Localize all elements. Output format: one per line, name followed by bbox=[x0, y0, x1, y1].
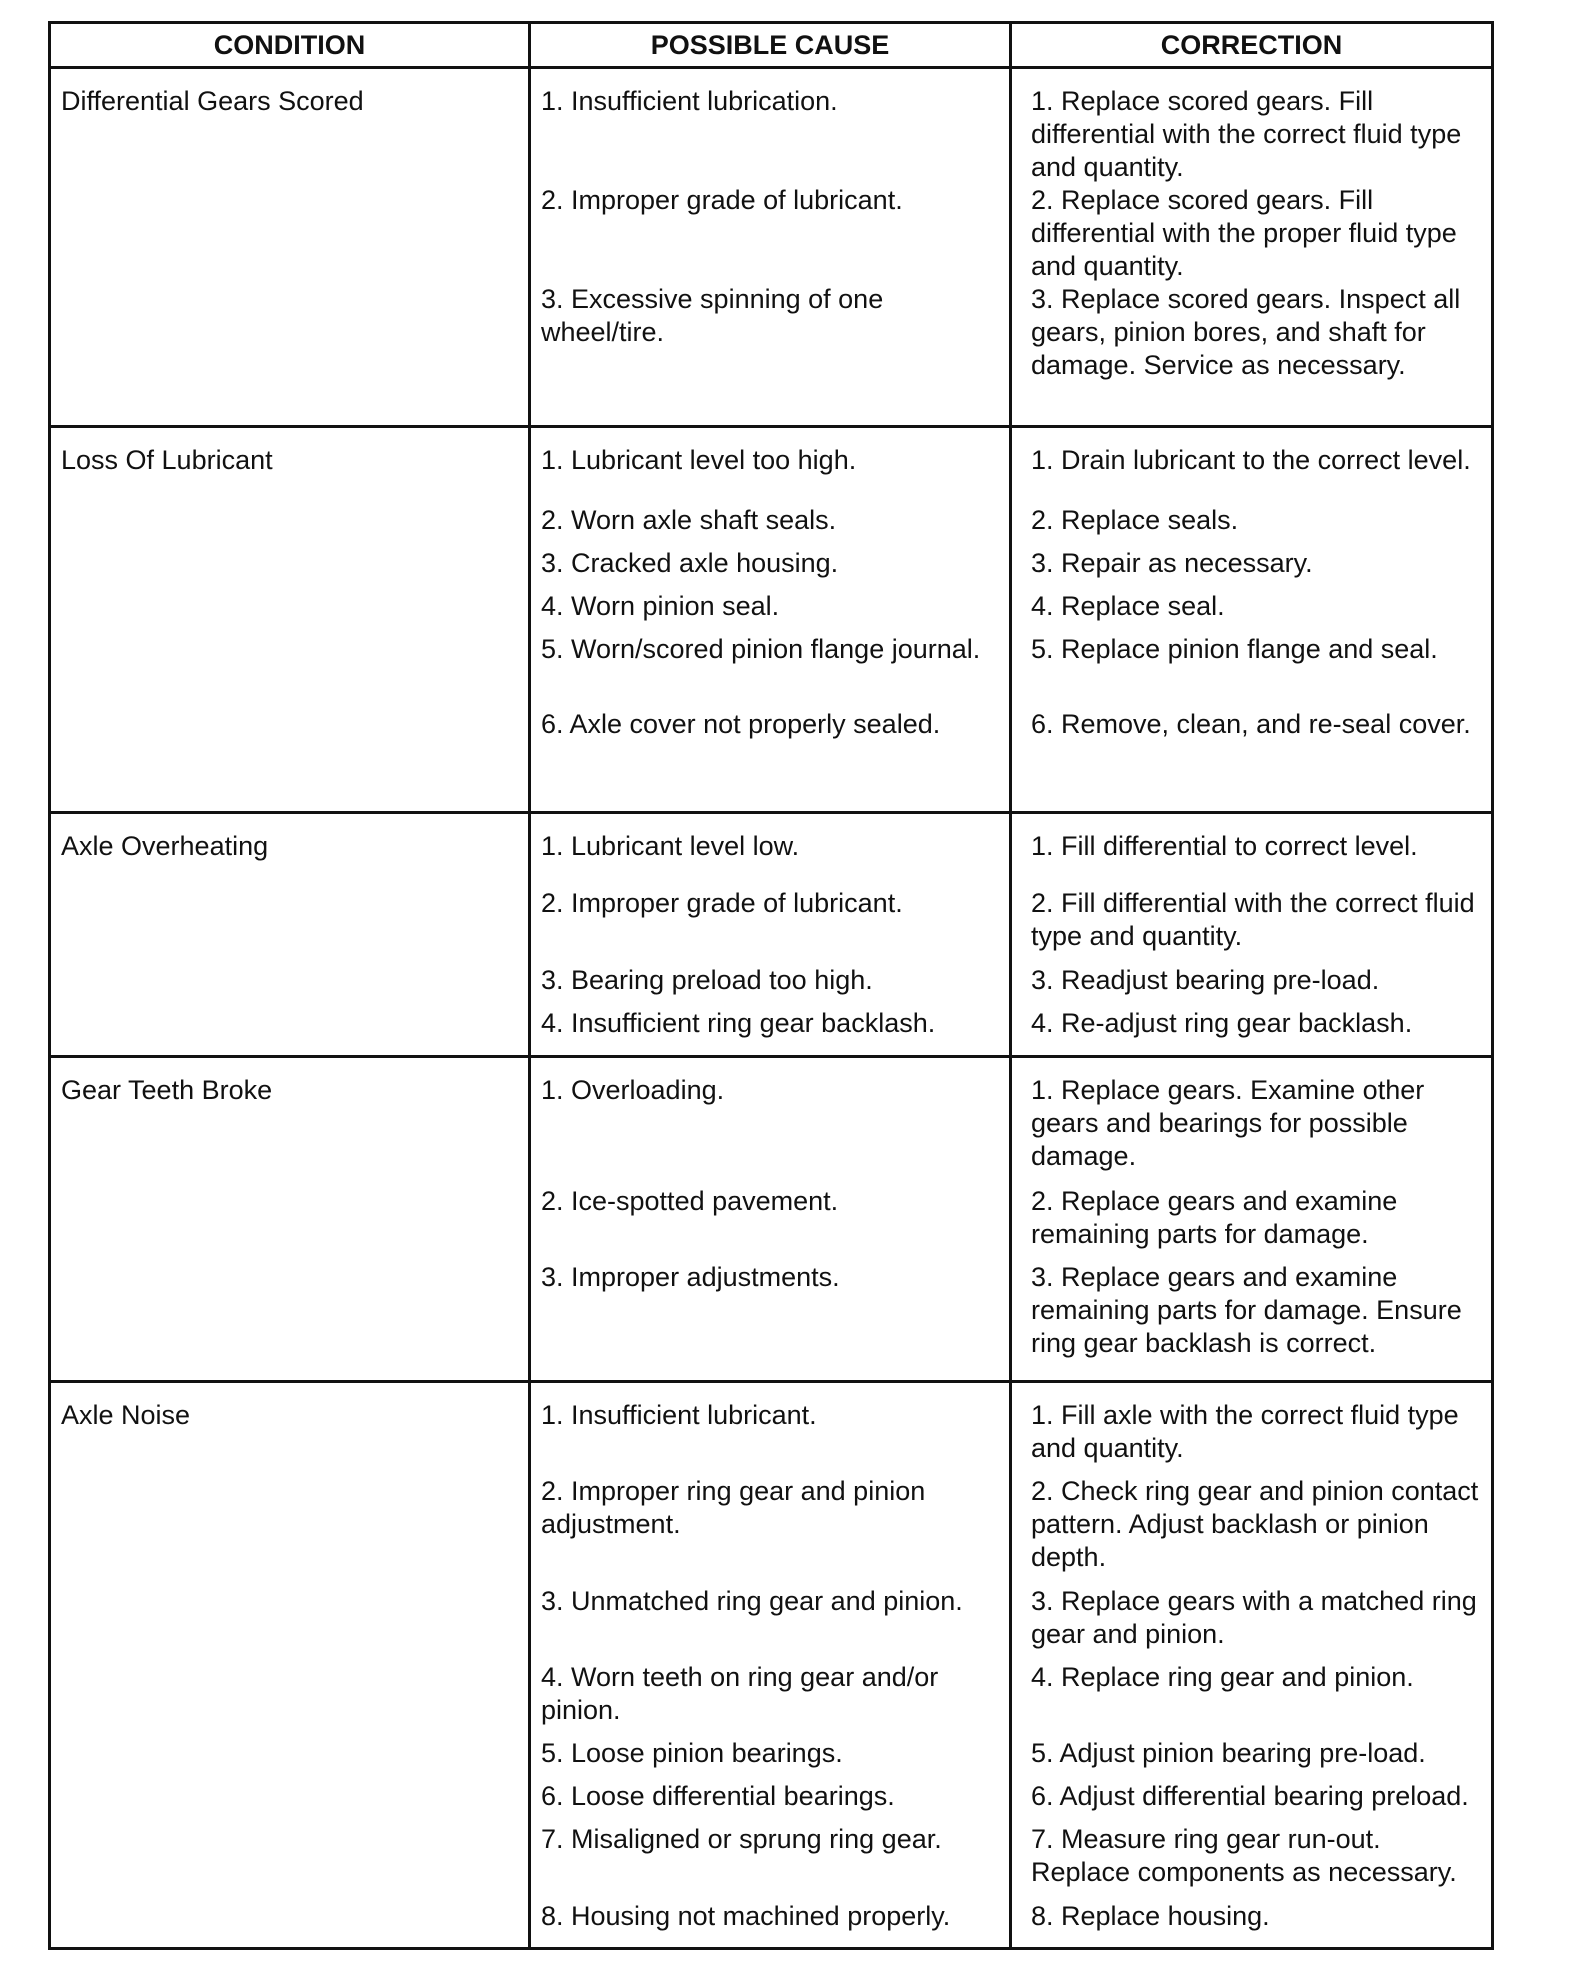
table-row bbox=[50, 1382, 1493, 1949]
diagnosis-table bbox=[48, 21, 1494, 1950]
possible-cause-text: 2. Improper grade of lubricant. bbox=[541, 185, 903, 215]
table-row bbox=[50, 1057, 1493, 1382]
correction-text: 1. Fill axle with the correct fluid type and quantity. bbox=[1031, 1400, 1459, 1463]
correction-text: 6. Remove, clean, and re-seal cover. bbox=[1031, 709, 1471, 739]
possible-cause-text: 6. Loose differential bearings. bbox=[541, 1781, 895, 1811]
correction-text: 3. Replace gears with a matched ring gear and pinion. bbox=[1031, 1586, 1477, 1649]
possible-cause-text: 7. Misaligned or sprung ring gear. bbox=[541, 1824, 942, 1854]
possible-cause-text: 4. Insufficient ring gear backlash. bbox=[541, 1008, 936, 1038]
condition-cell bbox=[50, 1057, 530, 1382]
correction-text: 7. Measure ring gear run-out. Replace components as necessary. bbox=[1031, 1824, 1457, 1887]
possible-cause-text: 1. Insufficient lubrication. bbox=[541, 86, 838, 116]
condition-cell bbox=[50, 813, 530, 1057]
possible-cause-text: 1. Overloading. bbox=[541, 1075, 725, 1105]
correction-text: 3. Repair as necessary. bbox=[1031, 548, 1313, 578]
possible-cause-text: 8. Housing not machined properly. bbox=[541, 1901, 951, 1931]
condition-cell bbox=[50, 68, 530, 427]
column-divider bbox=[1009, 1383, 1012, 1947]
correction-text: 6. Adjust differential bearing preload. bbox=[1031, 1781, 1469, 1811]
possible-cause-text: 2. Ice-spotted pavement. bbox=[541, 1186, 839, 1216]
correction-text: 8. Replace housing. bbox=[1031, 1901, 1270, 1931]
correction-text: 1. Drain lubricant to the correct level. bbox=[1031, 445, 1471, 475]
possible-cause-text: 5. Worn/scored pinion flange journal. bbox=[541, 634, 981, 664]
possible-cause-text: 2. Improper grade of lubricant. bbox=[541, 888, 903, 918]
possible-cause-text: 1. Lubricant level too high. bbox=[541, 445, 857, 475]
correction-text: 1. Replace gears. Examine other gears and bearings for possible damage. bbox=[1031, 1075, 1425, 1171]
correction-text: 2. Replace gears and examine remaining parts for damage. bbox=[1031, 1186, 1398, 1249]
cause-correction-cell bbox=[530, 1382, 1493, 1949]
table-row bbox=[50, 427, 1493, 813]
column-divider bbox=[1009, 69, 1012, 425]
possible-cause-text: 3. Improper adjustments. bbox=[541, 1262, 840, 1292]
table-row bbox=[50, 813, 1493, 1057]
condition-cell bbox=[50, 1382, 530, 1949]
correction-text: 4. Replace ring gear and pinion. bbox=[1031, 1662, 1414, 1692]
header-correction: CORRECTION bbox=[1011, 23, 1493, 68]
cause-correction-cell bbox=[530, 1057, 1493, 1382]
possible-cause-text: 5. Loose pinion bearings. bbox=[541, 1738, 843, 1768]
correction-text: 3. Replace gears and examine remaining parts for damage. Ensure ring gear backlash is correct. bbox=[1031, 1262, 1462, 1358]
correction-text: 5. Adjust pinion bearing pre-load. bbox=[1031, 1738, 1426, 1768]
condition-text: Differential Gears Scored bbox=[61, 86, 364, 116]
correction-text: 1. Replace scored gears. Fill differential with the correct fluid type and quantity. bbox=[1031, 86, 1462, 182]
possible-cause-text: 3. Unmatched ring gear and pinion. bbox=[541, 1586, 963, 1616]
correction-text: 2. Replace scored gears. Fill differential with the proper fluid type and quantity. bbox=[1031, 185, 1457, 281]
cause-correction-cell bbox=[530, 68, 1493, 427]
cause-correction-cell bbox=[530, 813, 1493, 1057]
table-body bbox=[50, 68, 1493, 1949]
possible-cause-text: 3. Cracked axle housing. bbox=[541, 548, 839, 578]
correction-text: 3. Readjust bearing pre-load. bbox=[1031, 965, 1380, 995]
table-row bbox=[50, 68, 1493, 427]
possible-cause-text: 2. Worn axle shaft seals. bbox=[541, 505, 837, 535]
header-row bbox=[50, 23, 1493, 68]
possible-cause-text: 3. Bearing preload too high. bbox=[541, 965, 873, 995]
correction-text: 4. Re-adjust ring gear backlash. bbox=[1031, 1008, 1413, 1038]
correction-text: 2. Fill differential with the correct fluid type and quantity. bbox=[1031, 888, 1475, 951]
correction-text: 2. Check ring gear and pinion contact pattern. Adjust backlash or pinion depth. bbox=[1031, 1476, 1479, 1572]
possible-cause-text: 2. Improper ring gear and pinion adjustment. bbox=[541, 1476, 926, 1539]
header-condition: CONDITION bbox=[50, 23, 530, 68]
possible-cause-text: 1. Insufficient lubricant. bbox=[541, 1400, 817, 1430]
correction-text: 1. Fill differential to correct level. bbox=[1031, 831, 1418, 861]
correction-text: 2. Replace seals. bbox=[1031, 505, 1239, 535]
possible-cause-text: 4. Worn teeth on ring gear and/or pinion. bbox=[541, 1662, 939, 1725]
condition-text: Axle Overheating bbox=[61, 831, 269, 861]
column-divider bbox=[1009, 428, 1012, 811]
possible-cause-text: 4. Worn pinion seal. bbox=[541, 591, 780, 621]
correction-text: 5. Replace pinion flange and seal. bbox=[1031, 634, 1438, 664]
possible-cause-text: 1. Lubricant level low. bbox=[541, 831, 800, 861]
condition-cell bbox=[50, 427, 530, 813]
header-possible-cause: POSSIBLE CAUSE bbox=[530, 23, 1011, 68]
condition-text: Loss Of Lubricant bbox=[61, 445, 273, 475]
column-divider bbox=[1009, 1058, 1012, 1380]
correction-text: 4. Replace seal. bbox=[1031, 591, 1225, 621]
possible-cause-text: 6. Axle cover not properly sealed. bbox=[541, 709, 941, 739]
correction-text: 3. Replace scored gears. Inspect all gears, pinion bores, and shaft for damage. Service as necessary. bbox=[1031, 284, 1461, 380]
cause-correction-cell bbox=[530, 427, 1493, 813]
condition-text: Axle Noise bbox=[61, 1400, 191, 1430]
possible-cause-text: 3. Excessive spinning of one wheel/tire. bbox=[541, 284, 884, 347]
condition-text: Gear Teeth Broke bbox=[61, 1075, 273, 1105]
column-divider bbox=[1009, 814, 1012, 1055]
